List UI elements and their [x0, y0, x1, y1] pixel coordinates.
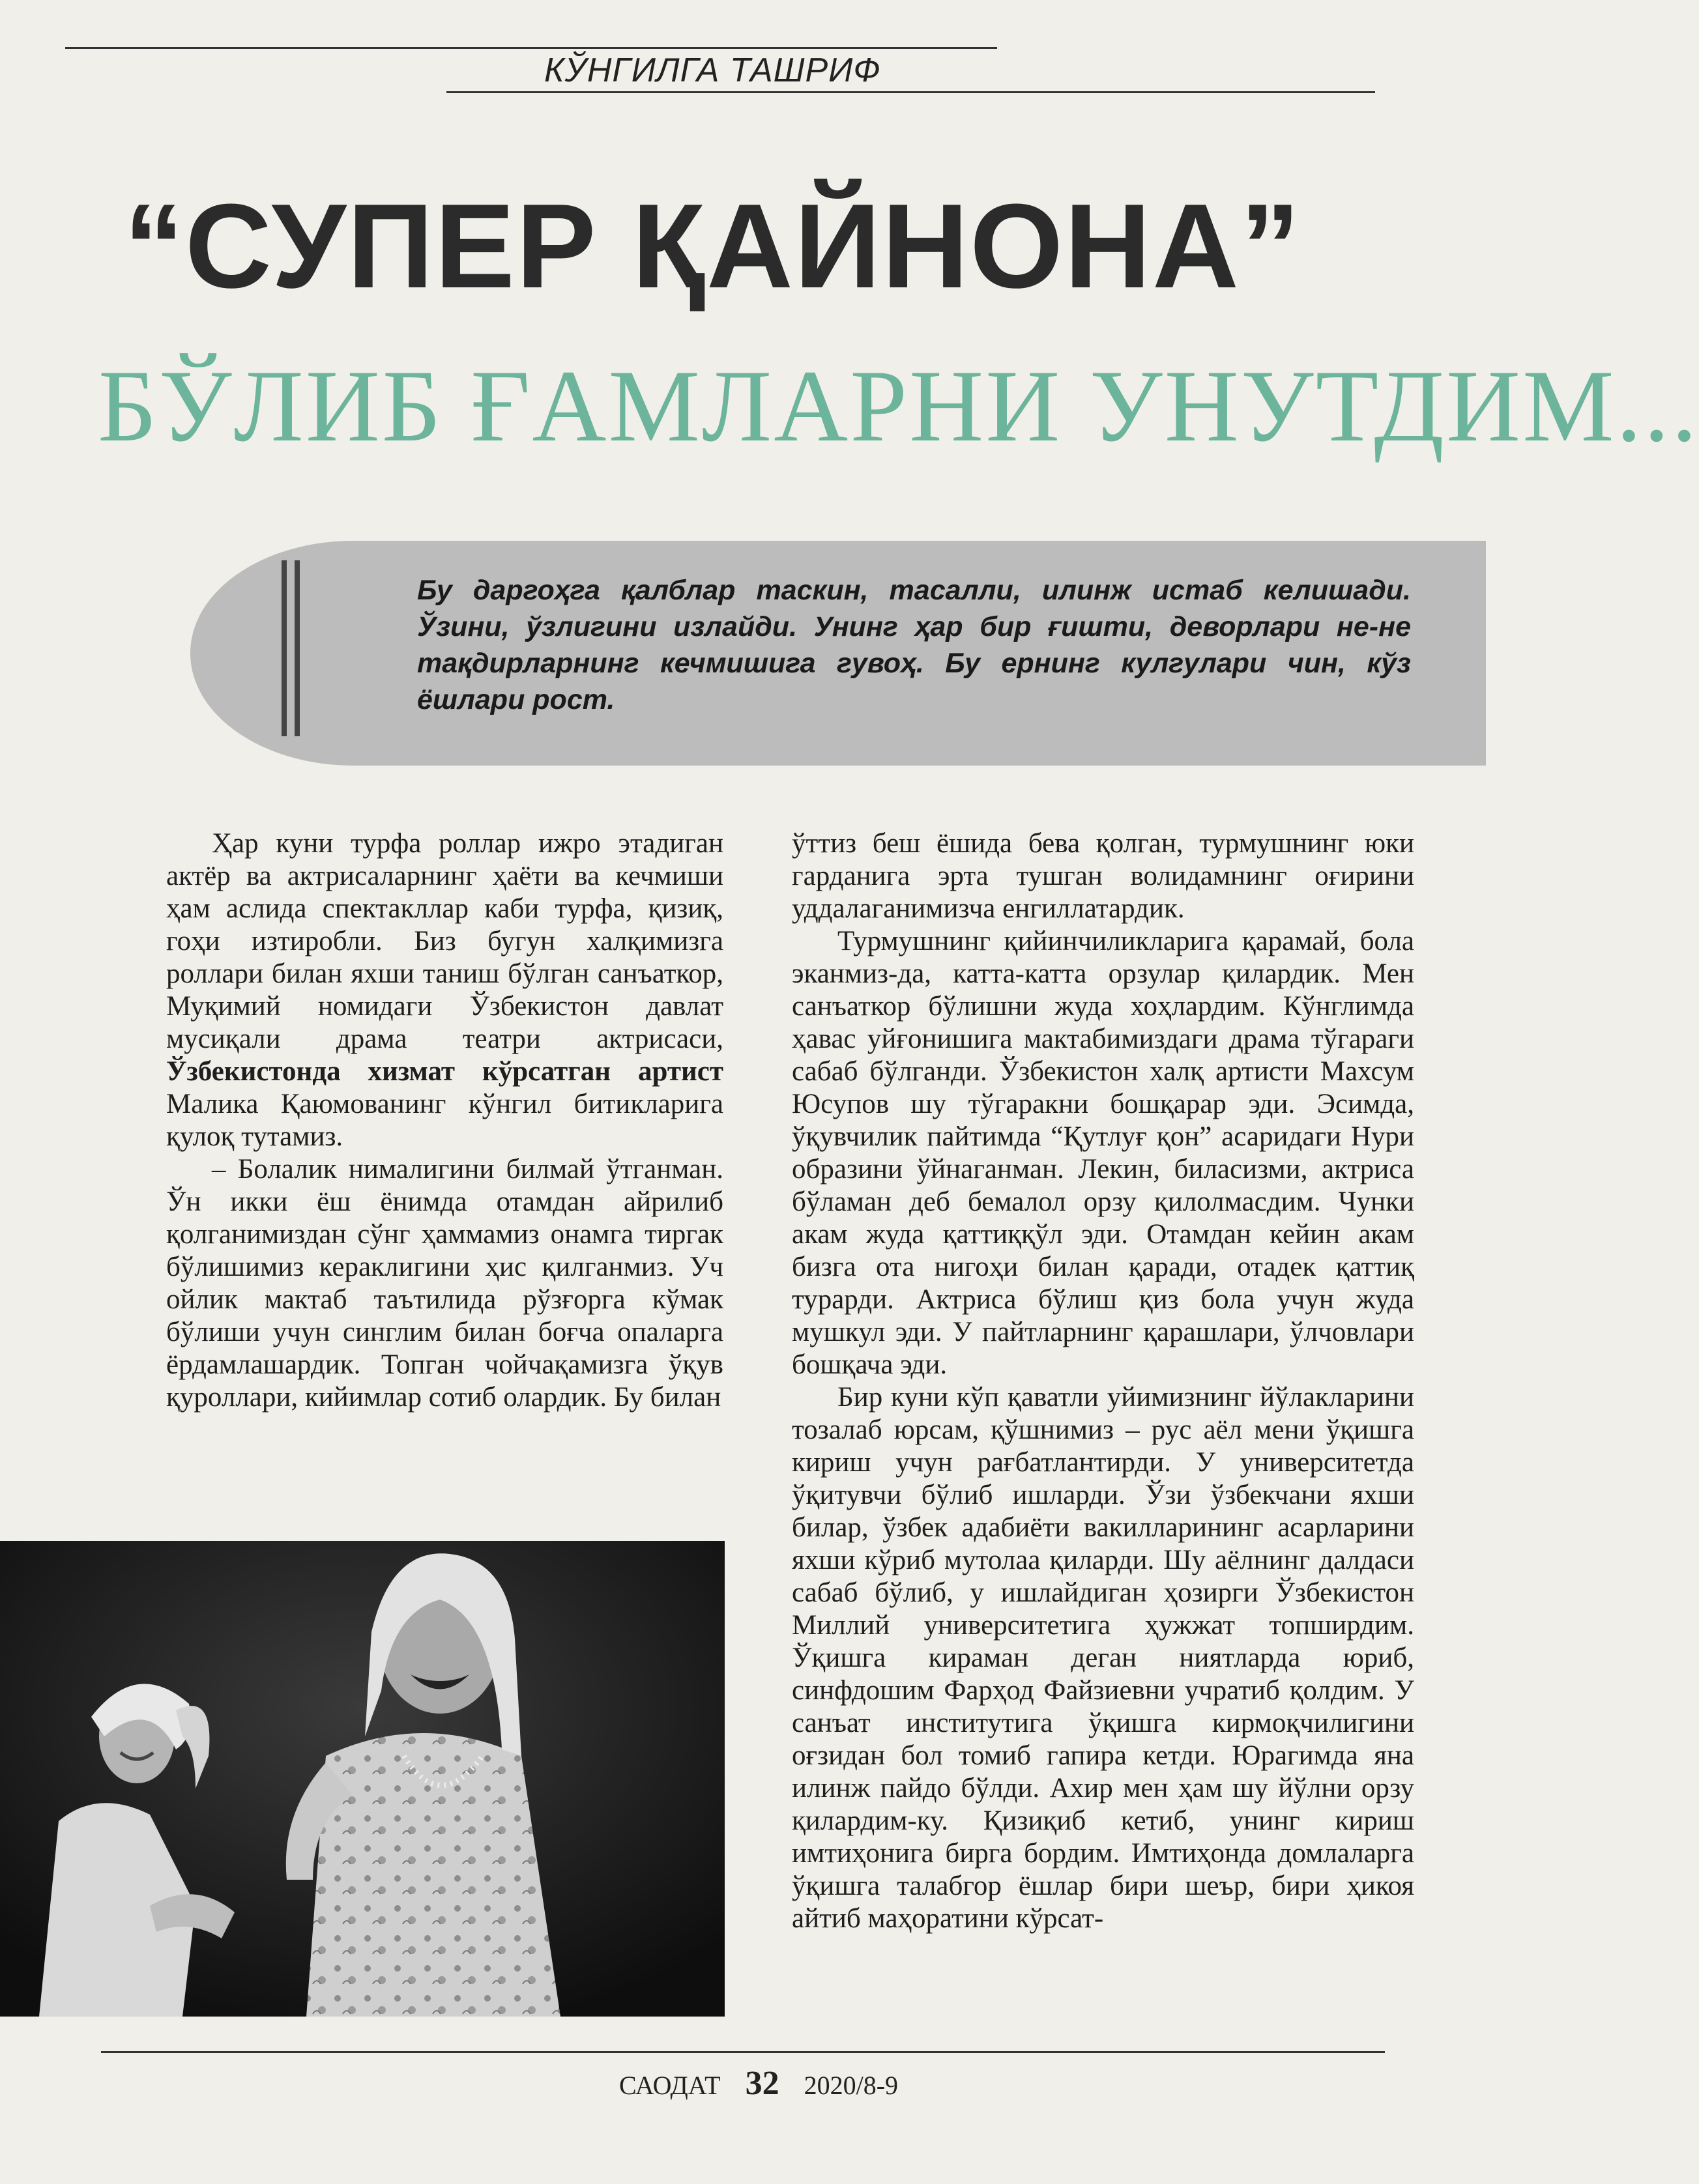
lead-quote-bar	[282, 560, 287, 736]
left-paragraph-1-start: Ҳар куни турфа роллар ижро этадиган актёр ва актрисаларнинг ҳаёти ва кечмиши ҳам аслида спектакллар каби турфа, қизиқ, гоҳи изтиробли. Биз бугун халқимизга роллари билан яхши таниш бўлган санъаткор, Муқимий номидаги Ўзбекистон давлат мусиқали драма театри актрисаси,	[166, 828, 723, 1054]
lead-text: Бу даргоҳга қалблар таскин, тасалли, илинж истаб келишади. Ўзини, ўзлигини излайди. Унинг ҳар бир ғишти, деворлари не-не тақдирларнинг кечмишига гувоҳ. Бу ернинг кулгулари чин, кўз ёшлари рост.	[417, 575, 1411, 715]
left-paragraph-1	[166, 827, 723, 1153]
right-paragraph-3: Бир куни кўп қаватли уйимизнинг йўлакларини тозалаб юрсам, қўшнимиз – рус аёл мени ўқишга кириш учун рағбатлантирди. У университетда ўқитувчи бўлиб ишларди. Ўзи ўзбекчани яхши билар, ўзбек адабиёти вакилларининг асарларини яхши кўриб мутолаа қиларди. Шу аёлнинг далдаси сабаб бўлиб, у ишлайдиган ҳозирги Ўзбекистон Миллий университетига ҳужжат топширдим. Ўқишга кираман деган ниятларда юриб, синфдошим Фарҳод Файзиевни учратиб қолдим. У санъат институтига ўқишга кирмоқчилигини оғзидан бол томиб гапира кетди. Юрагимда яна илинж пайдо бўлди. Ахир мен ҳам шу йўлни орзу қилардим-ку. Қизиқиб кетиб, унинг кириш имтиҳонига бирга бордим. Имтиҳонда домлаларга ўқишга талабгор ёшлар бири шеър, бири ҳикоя айтиб маҳоратини кўрсат-	[792, 1382, 1414, 1934]
right-paragraph-2: Турмушнинг қийинчиликларига қарамай, бола эканмиз-да, катта-катта орзулар қилардик. Мен санъаткор бўлишни жуда хоҳлардим. Кўнглимда ҳавас уйғонишига мактабимиздаги драма тўгараги сабаб бўлганди. Ўзбекистон халқ артисти Махсум Юсупов шу тўгаракни бошқарар эди. Эсимда, ўқувчилик пайтимда “Қутлуғ қон” асаридаги Нури образини ўйнаганман. Лекин, биласизми, актриса бўламан деб бемалол орзу қилолмасдим. Чунки акам жуда қаттиққўл эди. Отамдан кейин акам бизга ота нигоҳи билан қаради, отадек қаттиқ турарди. Актриса бўлиш қиз бола учун жуда мушкул эди. У пайтларнинг қарашлари, ўлчовлари бошқача эди.	[792, 926, 1414, 1380]
right-paragraph-1: ўттиз беш ёшида бева қолган, турмушнинг юки гарданига эрта тушган волидамнинг оғирини уддалаганимизча енгиллатардик.	[792, 828, 1414, 924]
issue-number: 2020/8-9	[804, 2071, 899, 2100]
footer-rule	[101, 2051, 1385, 2053]
section-label: КЎНГИЛГА ТАШРИФ	[544, 51, 881, 89]
right-column	[792, 827, 1414, 1935]
header-rule-top	[65, 47, 997, 49]
article-title: “СУПЕР ҚАЙНОНА”	[124, 179, 1301, 313]
header-rule-bottom	[446, 91, 1375, 93]
stage-photo	[0, 1541, 725, 2017]
magazine-name: САОДАТ	[619, 2071, 721, 2100]
lead-quote-bar	[295, 560, 300, 736]
stage-photo-image	[0, 1541, 725, 2017]
page-number: 32	[745, 2065, 779, 2102]
left-column	[166, 827, 723, 1414]
article-subtitle: БЎЛИБ ҒАМЛАРНИ УНУТДИМ...	[98, 349, 1699, 463]
left-paragraph-1-end: Малика Қаюмованинг кўнгил битикларига қулоқ тутамиз.	[166, 1089, 723, 1152]
award-title: Ўзбекистонда хизмат кўрсатган артист	[166, 1056, 723, 1087]
page-footer	[619, 2064, 898, 2103]
left-paragraph-2: – Болалик нималигини билмай ўтганман. Ўн икки ёш ёнимда отамдан айрилиб қолганимиздан сўнг ҳаммамиз онамга тиргак бўлишимиз кераклигини ҳис қилганмиз. Уч ойлик мактаб таътилида рўзғорга кўмак бўлиши учун синглим билан боғча опаларга ёрдамлашардик. Топган чойчақамизга ўқув қуроллари, кийимлар сотиб олардик. Бу билан	[166, 1154, 723, 1413]
